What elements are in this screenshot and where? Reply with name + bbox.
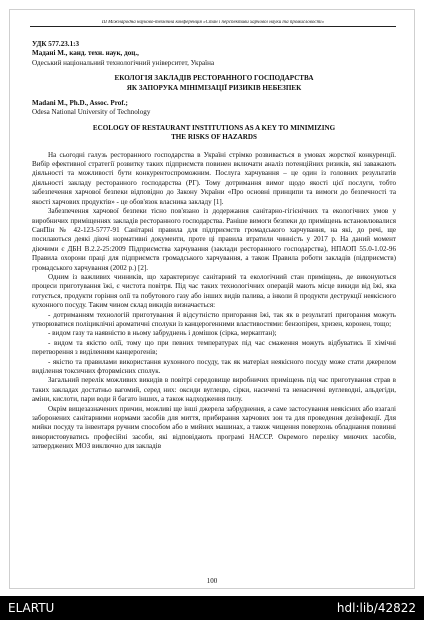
title-en-line: THE RISKS OF HAZARDS: [171, 133, 257, 142]
list-item: - видом та якістю олії, тому що при певних температурах під час смаження можуть відбуватись її хімічні перетворення з виділенням канцерогенів;: [32, 338, 396, 357]
running-head: ІІІ Міжнародна науково-технічна конференція «Стан і перспективи харчової науки та промисловості»: [30, 20, 396, 27]
udc-code: УДК 577.23.1:3: [32, 40, 80, 48]
paragraph: Забезпечення харчової безпеки тісно пов'язано із додержання санітарно-гігієнічних та екологічних умов у виробничих приміщеннях закладів ресторанного господарства. Раніше вимоги безпеки до приміщень встановлювалися СанПін № 42-123-5777-91 Санітарні правила для підприємств громадського харчування, на які, до речі, ще посилаються деякі діючі нормативні документи, проте ці правила втратили чинність у 2017 р. На даний момент діючими є ДБН В.2.2-25:2009 Підприємства харчування (заклади ресторанного господарства), НПАОП 55.0-1.02-96 Правила охорони праці для підприємств громадського харчування, а також Правила роботи закладів (підприємств) громадського харчування (2002 р.) [2].: [32, 207, 396, 272]
list-item: - якістю та правилами використання кухонного посуду, так як матеріал неякісного посуду може стати джерелом виділення токсичних фторвмісних сполук.: [32, 357, 396, 375]
title-en-line: ECOLOGY OF RESTAURANT INSTITUTIONS AS A KEY TO MINIMIZING: [92, 123, 336, 132]
paper-content: [32, 40, 396, 452]
handle-link[interactable]: hdl:lib/42822: [336, 601, 416, 615]
affiliation-uk: Одеський національний технологічний університет, Україна: [32, 58, 215, 67]
paragraph: Окрім вищезазначених причин, можливі ще інші джерела забруднення, а саме застосування неякісних або взагалі заборонених санітарними нормами засобів для миття, прибирання харчових зон та для проведення дезінфекції. Для мийки посуду та інвентаря ручним способом або в мийних машинах, а також чищення поверхонь обладнання повинні використовуватись професійні засоби, які відповідають програмі НАССР. Окремого переліку миючих засобів, затверджених МОЗ виключно для закладів: [32, 404, 396, 451]
list-item: - видом газу та наявністю в ньому забруднень і домішок (сірка, меркаптан);: [48, 329, 277, 338]
repository-footer: [0, 596, 424, 620]
repository-name: ELARTU: [8, 601, 55, 615]
authors-uk: Мадані М., канд. техн. наук, доц.,: [32, 49, 139, 58]
list-item: - дотриманням технологій приготування й відсутністю пригорання їжі, так як в результаті пригорання можуть утворюватися поліциклічні ароматичні сполуки із канцерогенними властивостями: бензопірен, хризен, коронен, тощо;: [32, 310, 396, 328]
body-text: [32, 151, 396, 452]
title-uk-line: ЯК ЗАПОРУКА МІНІМІЗАЦІЇ РИЗИКІВ НЕБЕЗПЕК: [126, 83, 302, 92]
paragraph: Загальний перелік можливих викидів в повітрі середовище виробничих приміщень під час приготування страв в таких закладах достатньо вагомий, серед них: оксиди вуглецю, сірки, насичені та ненасичені вуглеводні, альдегіди, аміни, кислоти, пари води й багато інших, а також надходження пилу.: [32, 376, 396, 404]
paragraph: На сьогодні галузь ресторанного господарства в Україні стрімко розвивається в умовах жорсткої конкуренції. Вибір ефективної стратегії розвитку таких підприємств повинен включати аналіз потенційних ризиків, які заважають діяльності та можливості бути конкурентоспроможним. Послуга харчування – це один із головних результатів діяльності закладу ресторанного господарства (РГ). Тому дотримання вимог щодо якості цієї послуги, тобто забезпечення харчової безпеки відповідно до Закону України «Про основні принципи та вимоги до безпечності та якості харчових продуктів» - це обов'язок власника закладу [1].: [32, 150, 396, 206]
title-uk: [32, 74, 396, 93]
title-uk-line: ЕКОЛОГІЯ ЗАКЛАДІВ РЕСТОРАННОГО ГОСПОДАРСТВА: [114, 74, 314, 83]
paragraph: Одним із важливих чинників, що характеризує санітарний та екологічний стан приміщень, де виконуються процеси приготування їжі, є чистота повітря. Під час таких технологічних операцій мають місце викиди від їжі, яка готується, продукти горіння олії та побутового газу або інших видів палива, а інколи й продукти деструкції неякісного кухонного посуду. Таким чином склад викидів визначається:: [32, 272, 396, 310]
affiliation-en: Odesa National University of Technology: [32, 108, 151, 117]
authors-en: Madani M., Ph.D., Assoc. Prof.;: [32, 99, 128, 108]
title-en: [32, 124, 396, 143]
page-number: 100: [206, 577, 218, 585]
document-page: [9, 9, 415, 589]
